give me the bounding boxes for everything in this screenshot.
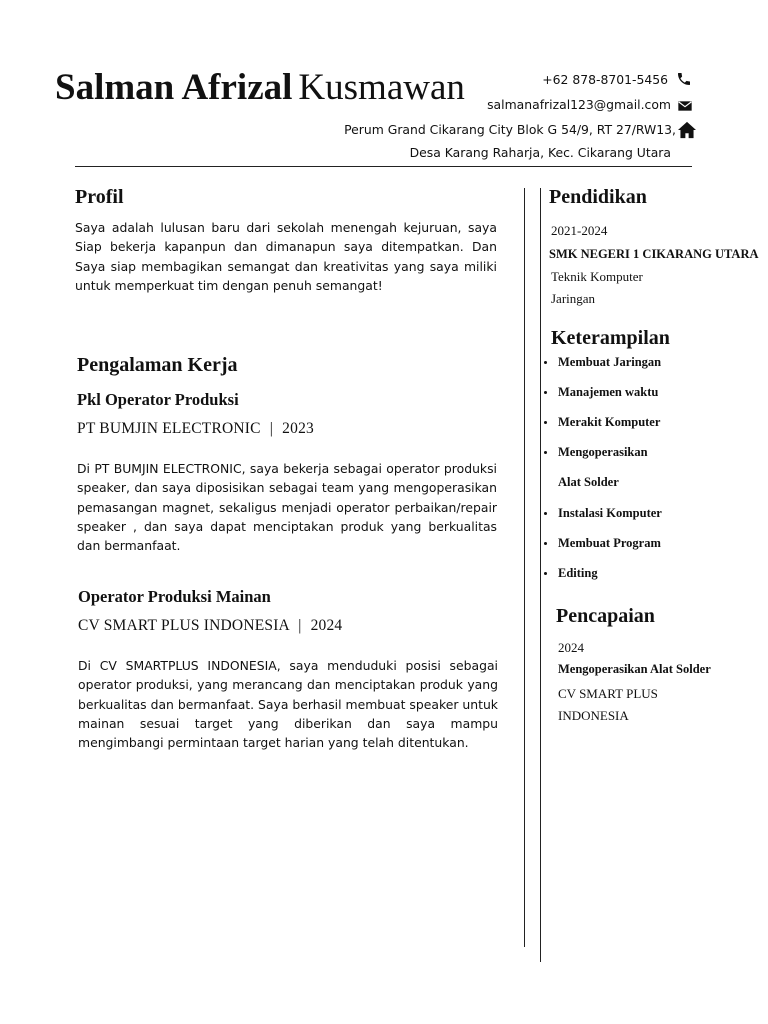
skill-item: Membuat Program [558, 536, 661, 551]
job-company-line-1 [77, 420, 314, 438]
education-years: 2021-2024 [551, 223, 608, 238]
bullet-icon [544, 361, 547, 364]
job-company-1: PT BUMJIN ELECTRONIC [77, 420, 261, 437]
bullet-icon [544, 391, 547, 394]
full-name [55, 64, 465, 112]
job-separator-1: | [269, 420, 274, 437]
first-name: Salman Afrizal [55, 67, 293, 108]
job-year-2: 2024 [310, 617, 343, 634]
skill-item: Membuat Jaringan [558, 355, 661, 370]
skill-item: Manajemen waktu [558, 385, 658, 400]
education-heading: Pendidikan [549, 186, 647, 208]
job-company-2: CV SMART PLUS INDONESIA [78, 617, 290, 634]
column-divider-right [540, 188, 541, 962]
experience-heading: Pengalaman Kerja [77, 354, 238, 376]
job-description-2: Di CV SMARTPLUS INDONESIA, saya menduduki posisi sebagai operator produksi, yang merancang dan menciptakan produk yang berkualitas dan bermanfaat. Saya berhasil membuat speaker untuk mainan sesuai target yang diberikan dan saya mampu mengimbangi permintaan target harian yang telah ditentukan. [78, 658, 498, 751]
profil-heading: Profil [75, 186, 124, 208]
address-line-1: Perum Grand Cikarang City Blok G 54/9, RT 27/RW13, [344, 122, 676, 137]
bullet-icon [544, 512, 547, 515]
mail-icon [677, 98, 693, 114]
home-icon [677, 121, 697, 139]
job-company-line-2 [78, 617, 342, 635]
address-line-2: Desa Karang Raharja, Kec. Cikarang Utara [409, 145, 671, 160]
skill-item: Merakit Komputer [558, 415, 660, 430]
skill-item: Instalasi Komputer [558, 506, 662, 521]
bullet-icon [544, 421, 547, 424]
skills-list [558, 355, 758, 585]
education-major-line-1: Teknik Komputer [551, 269, 643, 284]
skill-item: Editing [558, 566, 598, 581]
bullet-icon [544, 572, 547, 575]
achievement-year: 2024 [558, 640, 584, 655]
achievement-heading: Pencapaian [556, 605, 655, 627]
bullet-icon [544, 451, 547, 454]
job-description-1: Di PT BUMJIN ELECTRONIC, saya bekerja sebagai operator produksi speaker, dan saya diposisikan sebagai team yang mengoperasikan pemasangan magnet, sekaligus menjadi operator perbaikan/repair speaker , dan saya dapat menciptakan produk yang berkualitas dan bermanfaat. [77, 461, 497, 554]
achievement-org-line-1: CV SMART PLUS [558, 686, 658, 701]
job-separator-2: | [298, 617, 302, 634]
achievement-org-line-2: INDONESIA [558, 708, 629, 723]
phone-icon [676, 71, 692, 87]
job-title-2: Operator Produksi Mainan [78, 587, 271, 606]
profil-text: Saya adalah lulusan baru dari sekolah menengah kejuruan, saya Siap bekerja kapanpun dan dimanapun saya ditempatkan. Dan Saya siap membagikan semangat dan kreativitas yang saya miliki untuk memperkuat tim dengan penuh semangat! [75, 220, 497, 293]
job-title-1: Pkl Operator Produksi [77, 390, 239, 409]
last-name: Kusmawan [298, 67, 465, 108]
education-school: SMK NEGERI 1 CIKARANG UTARA [549, 247, 759, 261]
skills-heading: Keterampilan [551, 327, 670, 349]
header-divider [75, 166, 692, 167]
email-address[interactable]: salmanafrizal123@gmail.com [487, 97, 671, 112]
phone-number: +62 878-8701-5456 [542, 72, 668, 87]
education-major-line-2: Jaringan [551, 291, 596, 306]
column-divider-left [524, 188, 525, 947]
job-year-1: 2023 [282, 420, 314, 437]
skill-item: Mengoperasikan [558, 445, 648, 460]
skill-item-continuation: Alat Solder [558, 475, 619, 489]
bullet-icon [544, 542, 547, 545]
achievement-title: Mengoperasikan Alat Solder [558, 662, 711, 676]
